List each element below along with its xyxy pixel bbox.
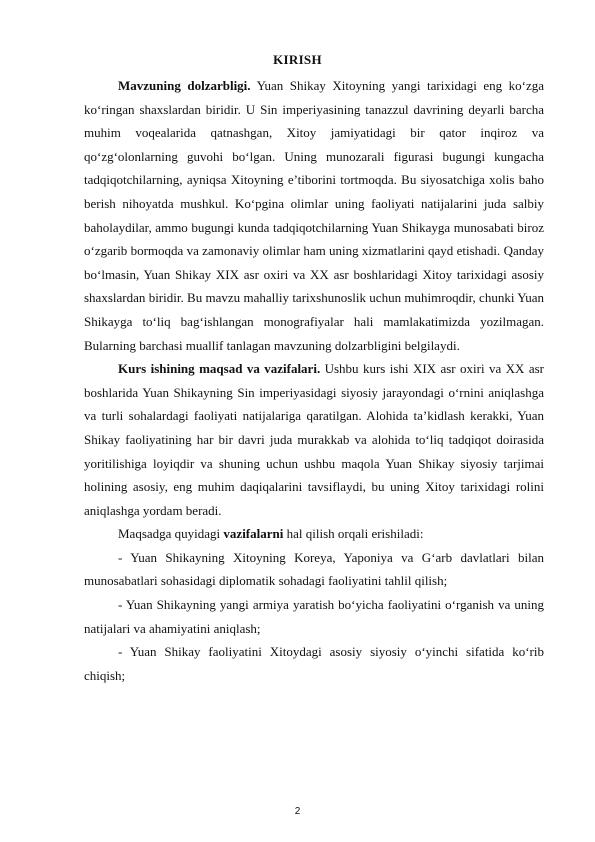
- tasks-intro-before: Maqsadga quyidagi: [118, 526, 224, 542]
- task-list-item-diplomacy: - Yuan Shikayning Xitoyning Koreya, Yaponiya va G‘arb davlatlari bilan munosabatlari sohasidagi diplomatik sohadagi faoliyatini tahlil qilish;: [84, 549, 544, 589]
- page-number: 2: [294, 806, 301, 817]
- paragraph-text-goals: Ushbu kurs ishi XIX asr oxiri va XX asr boshlarida Yuan Shikayning Sin imperiyasidagi siyosiy jarayondagi o‘rnini aniqlashga va turli sohalardagi faoliyati natijalariga qaratilgan. Alohida ta’kidlash kerakki, Yuan Shikay faoliyatining har bir davri juda murakkab va alohida to‘liq tadqiqot doirasida yoritilishiga loyiqdir va shuning uchun ushbu maqola Yuan Shikay siyosiy tarjimai holining asosiy, eng muhim daqiqalarini tavsiflaydi, bu uning Xitoy tarixidagi rolini aniqlashga yordam beradi.: [84, 361, 545, 518]
- paragraph-goals: [84, 357, 544, 522]
- body-text: [84, 74, 544, 687]
- tasks-intro-after: hal qilish orqali erishiladi:: [283, 526, 424, 542]
- paragraph-text-relevance: Yuan Shikay Xitoyning yangi tarixidagi eng ko‘zga ko‘ringan shaxslardan biridir. U Sin imperiyasining tanazzul davrining deyarli barcha muhim voqealarida qatnashgan, Xitoy jamiyatidagi bir qator inqiroz va qo‘zg‘olonlarning guvohi bo‘lgan. Uning munozarali figurasi bugungi kungacha tadqiqotchilarning, ayniqsa Xitoyning e’tiborini tortmoqda. Bu siyosatchiga xolis baho berish nihoyatda mushkul. Ko‘pgina olimlar uning faoliyati natijalarini juda salbiy baholaydilar, ammo bugungi kunda tadqiqotchilarning Yuan Shikayga munosabati biroz o‘zgarib bormoqda va zamonaviy olimlar ham uning xizmatlarini qayd etishadi. Qanday bo‘lmasin, Yuan Shikay XIX asr oxiri va XX asr boshlaridagi Xitoy tarixidagi asosiy shaxslardan biridir. Bu mavzu mahalliy tarixshunoslik uchun muhimroqdir, chunki Yuan Shikayga to‘liq bag‘ishlangan monografiyalar hali mamlakatimizda yozilmagan. Bularning barchasi muallif tanlagan mavzuning dolzarbligini belgilaydi.: [84, 78, 544, 353]
- paragraph-tasks-intro: [84, 522, 544, 546]
- paragraph-relevance: [84, 74, 544, 357]
- paragraph-heading-goals: Kurs ishining maqsad va vazifalari.: [118, 361, 321, 377]
- section-title: KIRISH: [273, 52, 322, 67]
- task-list-item-army: - Yuan Shikayning yangi armiya yaratish bo‘yicha faoliyatini o‘rganish va uning natijalari va ahamiyatini aniqlash;: [84, 597, 544, 636]
- paragraph-heading-relevance: Mavzuning dolzarbligi.: [118, 78, 251, 93]
- tasks-keyword: vazifalarni: [223, 526, 284, 542]
- task-list-item-politics: - Yuan Shikay faoliyatini Xitoydagi asosiy siyosiy o‘yinchi sifatida ko‘rib chiqish;: [84, 644, 544, 683]
